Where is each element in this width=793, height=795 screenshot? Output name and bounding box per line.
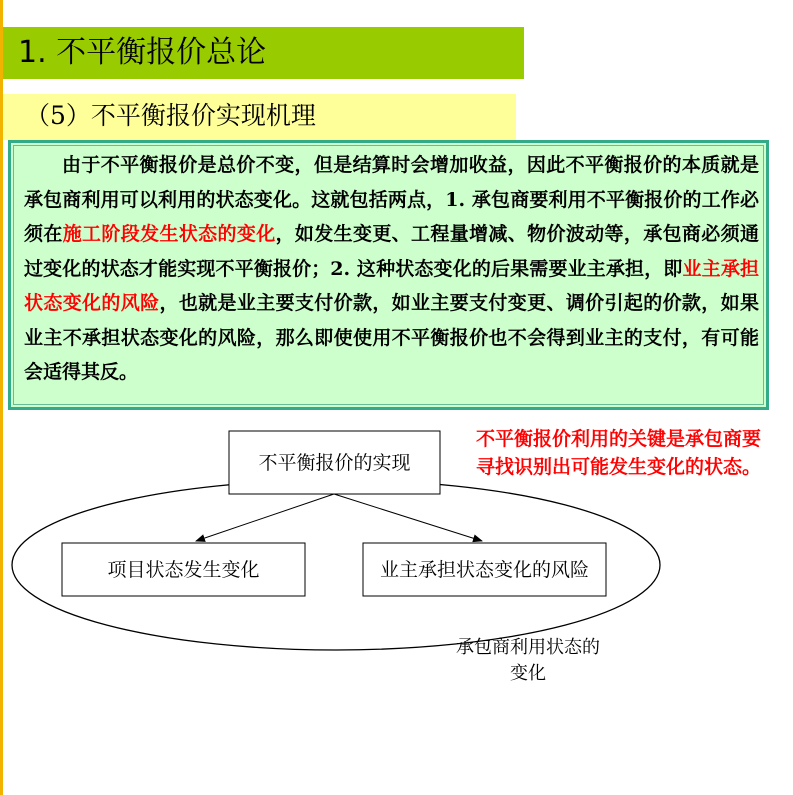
ellipse-caption-line-1: 承包商利用状态的 [456,637,600,658]
page-title: 1. 不平衡报价总论 [18,35,267,70]
paragraph-part-1: 由于不平衡报价是总价不变，但是结算时会增加收益，因此不平衡报价的本质就是承包商利用可以利用的状态变化。这就包括两点，1. 承包商要利用不平衡报价的工作必须在 [24,154,759,245]
highlight-construction-change: 施工阶段发生状态的变化 [62,223,276,245]
explanation-paragraph [24,148,759,390]
paragraph-part-2: ，如发生变更、工程量增减、物价波动等，承包商必须通过变化的状态才能实现不平衡报价；2. 这种状态变化的后果需要业主承担，即 [24,223,759,280]
ellipse-caption [438,635,618,687]
title-bar [3,27,524,79]
explanation-box [8,140,769,410]
paragraph-part-3: ，也就是业主要支付价款，如业主要支付变更、调价引起的价款，如果业主不承担状态变化的风险，那么即使使用不平衡报价也不会得到业主的支付，有可能会适得其反。 [24,292,759,383]
ellipse-caption-line-2: 变化 [510,663,546,684]
subtitle-bar [3,94,516,140]
right-box-label: 业主承担状态变化的风险 [379,559,590,581]
arrow-to-left-box [196,494,334,541]
arrow-to-right-box [334,494,482,541]
highlight-owner-risk: 业主承担状态变化的风险 [24,257,759,314]
left-box-label: 项目状态发生变化 [107,559,260,581]
top-box-label: 不平衡报价的实现 [258,452,411,474]
section-subtitle: （5）不平衡报价实现机理 [25,101,316,130]
key-point-note: 不平衡报价利用的关键是承包商要寻找识别出可能发生变化的状态。 [476,428,762,478]
